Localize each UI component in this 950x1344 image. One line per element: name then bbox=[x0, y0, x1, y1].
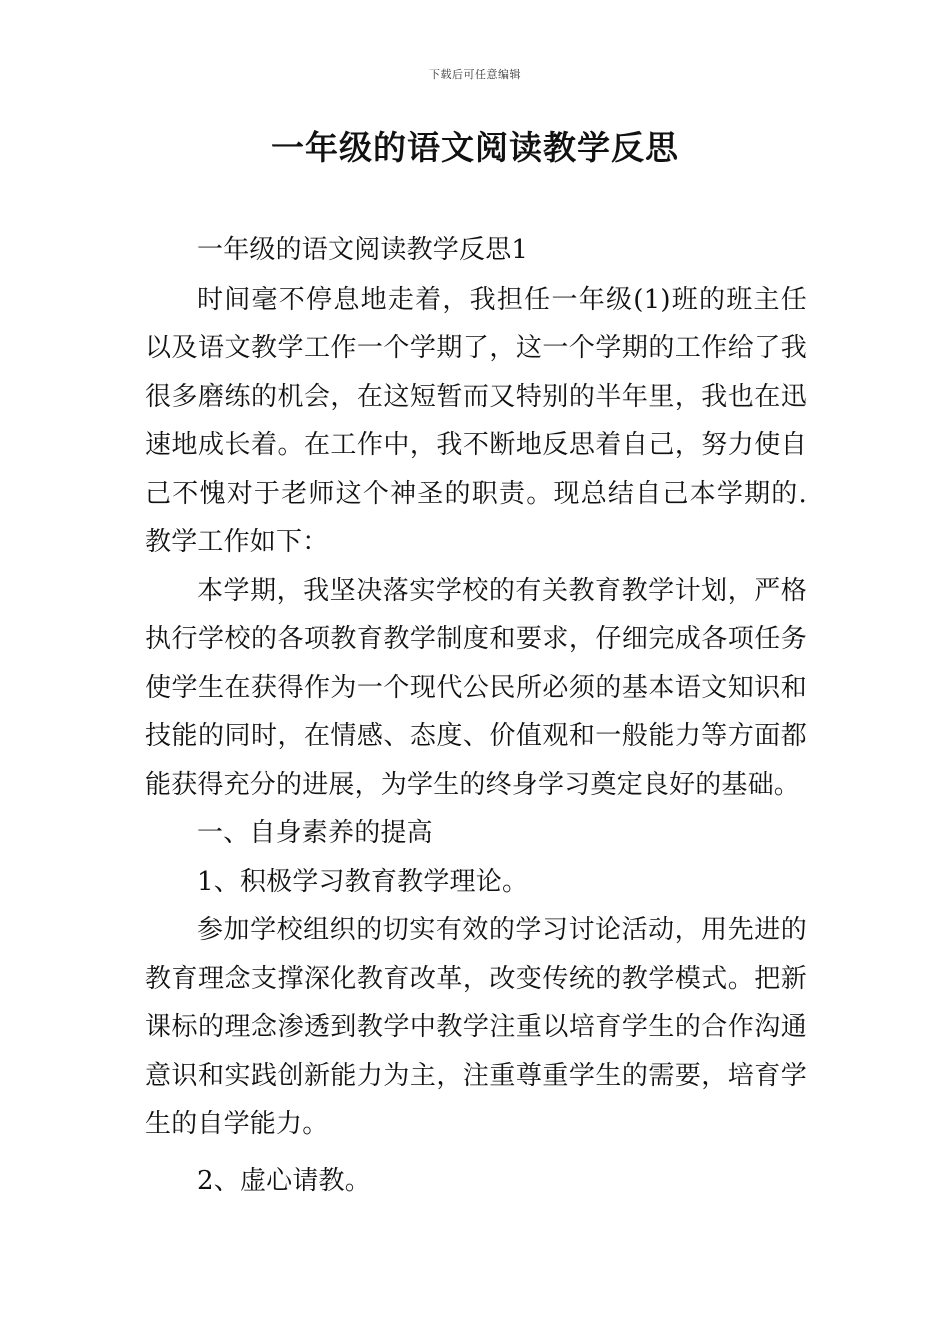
paragraph-intro: 时间毫不停息地走着，我担任一年级(1)班的班主任以及语文教学工作一个学期了，这一个学期的工作给了我很多磨练的机会，在这短暂而又特别的半年里，我也在迅速地成长着。在工作中，我不断地反思着自己，努力使自己不愧对于老师这个神圣的职责。现总结自己本学期的.教学工作如下： bbox=[145, 284, 807, 557]
section-heading-self-improvement: 一、自身素养的提高 bbox=[197, 818, 433, 848]
paragraph-study-activities: 参加学校组织的切实有效的学习讨论活动，用先进的教育理念支撑深化教育改革，改变传统的教学模式。把新课标的理念渗透到教学中教学注重以培育学生的合作沟通意识和实践创新能力为主，注重尊重学生的需要，培育学生的自学能力。 bbox=[145, 915, 807, 1139]
document-title: 一年级的语文阅读教学反思 bbox=[271, 128, 679, 167]
item-heading-study-theory: 1、积极学习教育教学理论。 bbox=[197, 866, 529, 897]
section-subtitle: 一年级的语文阅读教学反思1 bbox=[197, 235, 529, 265]
item-heading-ask-for-advice: 2、虚心请教。 bbox=[197, 1165, 371, 1196]
document-body bbox=[145, 226, 807, 1205]
paragraph-semester-plan: 本学期，我坚决落实学校的有关教育教学计划，严格执行学校的各项教育教学制度和要求，仔细完成各项任务使学生在获得作为一个现代公民所必须的基本语文知识和技能的同时，在情感、态度、价值观和一般能力等方面都能获得充分的进展，为学生的终身学习奠定良好的基础。 bbox=[145, 575, 807, 800]
header-note: 下载后可任意编辑 bbox=[429, 68, 521, 81]
